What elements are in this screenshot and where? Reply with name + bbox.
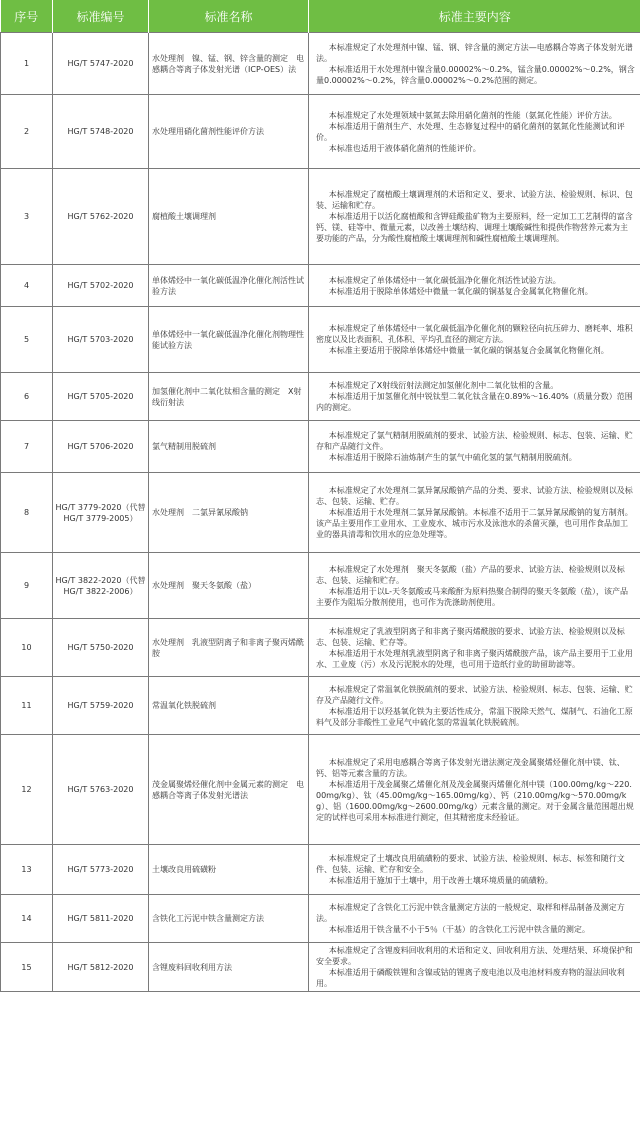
- table-row: [1, 895, 640, 943]
- row-main-content: [309, 553, 640, 619]
- header-standard-code: 标准编号: [53, 0, 149, 33]
- row-standard-name: 水处理剂 二氯异氰尿酸钠: [149, 473, 309, 553]
- row-standard-name: 单体烯烃中一氧化碳低温净化催化剂活性试验方法: [149, 265, 309, 307]
- row-main-content: [309, 169, 640, 265]
- row-standard-name: 水处理剂 镍、锰、钢、锌含量的测定 电感耦合等离子体发射光谱（ICP-OES）法: [149, 33, 309, 95]
- content-paragraph: 本标准规定了土壤改良用硫磺粉的要求、试验方法、检验规则、标志、标签和随行文件、包装、运输、贮存和安全。: [316, 854, 625, 874]
- table-row: [1, 33, 640, 95]
- row-standard-name: 单体烯烃中一氧化碳低温净化催化剂物理性能试验方法: [149, 307, 309, 373]
- content-paragraph: 本标准适用于以活化腐植酸和含钾硅酸盐矿物为主要原料，经一定加工工艺制得的富含钙、镁、硅等中、微量元素，以改善土壤结构、调理土壤酸碱性和提供作物营养元素为主要功能的产品，分为酸性腐植酸土壤调理剂和碱性腐植酸土壤调理剂。: [316, 212, 633, 243]
- content-paragraph: 本标准规定了单体烯烃中一氧化碳低温净化催化剂活性试验方法。: [328, 275, 561, 285]
- row-standard-name: 常温氧化铁脱硫剂: [149, 677, 309, 735]
- row-standard-name: 水处理剂 聚天冬氨酸（盐）: [149, 553, 309, 619]
- content-paragraph: 本标准主要适用于脱除单体烯烃中微量一氧化碳的铜基复合金属氧化物催化剂。: [328, 346, 609, 355]
- content-paragraph: 本标准规定了水处理领域中氨氮去除用硝化菌剂的性能（氨氮化性能）评价方法。: [328, 110, 617, 120]
- row-serial-number: 12: [1, 735, 53, 845]
- content-paragraph: 本标准适用于以L-天冬氨酸或马来酸酐为原料热聚合制得的聚天冬氨酸（盐），该产品主要作为阻垢分散剂使用，也可作为洗涤助剂使用。: [316, 586, 628, 607]
- table-row: [1, 169, 640, 265]
- row-standard-code: HG/T 5759-2020: [53, 677, 149, 735]
- row-standard-code: HG/T 3779-2020（代替HG/T 3779-2005）: [53, 473, 149, 553]
- content-paragraph: 本标准也适用于液体硝化菌剂的性能评价。: [328, 143, 481, 153]
- row-main-content: [309, 677, 640, 735]
- table-row: [1, 473, 640, 553]
- content-paragraph: 本标准规定了水处理剂中镍、锰、钢、锌含量的测定方法—电感耦合等离子体发射光谱法。: [316, 42, 633, 63]
- content-paragraph: 本标准适用于水处理剂二氯异氰尿酸钠。本标准不适用于二氯异氰尿酸钠的复方制剂。该产品主要用作工业用水、工业废水、城市污水及泳池水的杀菌灭藻，也可用作食品加工业的器具清毒和饮用水的应急处理等。: [316, 508, 633, 539]
- content-paragraph: 本标准适用于铁含量不小于5％（干基）的含铁化工污泥中铁含量的测定。: [328, 925, 590, 934]
- content-paragraph: 本标准规定了X射线衍射法测定加氢催化剂中二氧化钛相的含量。: [328, 381, 559, 390]
- row-serial-number: 3: [1, 169, 53, 265]
- content-paragraph: 本标准适用于施加于土壤中，用于改善土壤环境质量的硫磺粉。: [328, 876, 553, 885]
- row-standard-code: HG/T 5762-2020: [53, 169, 149, 265]
- row-serial-number: 13: [1, 845, 53, 895]
- row-serial-number: 9: [1, 553, 53, 619]
- content-paragraph: 本标准规定了含锂废料回收利用的术语和定义、回收利用方法、处理结果、环境保护和安全要求。: [316, 946, 633, 966]
- content-paragraph: 本标准规定了含铁化工污泥中铁含量测定方法的一般规定、取样和样品制备及测定方法。: [316, 903, 625, 923]
- row-main-content: [309, 95, 640, 169]
- row-standard-code: HG/T 5763-2020: [53, 735, 149, 845]
- content-paragraph: 本标准规定了氯气精制用脱硫剂的要求、试验方法、检验规则、标志、包装、运输、贮存和产品随行文件。: [316, 431, 633, 451]
- table-header-row: [1, 0, 640, 33]
- row-standard-name: 腐植酸土壤调理剂: [149, 169, 309, 265]
- content-paragraph: 本标准规定了采用电感耦合等离子体发射光谱法测定茂金属聚烯烃催化剂中镁、钛、钙、铝等元素含量的方法。: [316, 757, 625, 778]
- content-paragraph: 本标准适用于水处理剂中镍含量0.00002%～0.2%，锰含量0.00002%～0.2%，钢含量0.00002%～0.2%，锌含量0.00002%～0.2%范围的测定。: [316, 64, 635, 85]
- row-standard-name: 氯气精制用脱硫剂: [149, 421, 309, 473]
- content-paragraph: 本标准规定了水处理剂 聚天冬氨酸（盐）产品的要求、试验方法、检验规则以及标志、包装、运输和贮存。: [316, 564, 625, 585]
- table-row: [1, 845, 640, 895]
- table-body: [1, 33, 640, 992]
- row-serial-number: 14: [1, 895, 53, 943]
- content-paragraph: 本标准规定了水处理剂二氯异氰尿酸钠产品的分类、要求、试验方法、检验规则以及标志、包装、运输、贮存。: [316, 486, 633, 506]
- content-paragraph: 本标准规定了乳液型阴离子和非离子聚丙烯酰胺的要求、试验方法、检验规则以及标志、包装、运输、贮存等。: [316, 626, 625, 647]
- table-row: [1, 307, 640, 373]
- row-main-content: [309, 307, 640, 373]
- row-main-content: [309, 619, 640, 677]
- table-row: [1, 553, 640, 619]
- row-serial-number: 6: [1, 373, 53, 421]
- table-row: [1, 619, 640, 677]
- content-paragraph: 本标准适用于菌剂生产、水处理、生态修复过程中的硝化菌剂的氨氮化性能测试和评价。: [316, 121, 625, 142]
- row-serial-number: 15: [1, 943, 53, 992]
- table-row: [1, 735, 640, 845]
- content-paragraph: 本标准适用于水处理剂乳液型阴离子和非离子聚丙烯酰胺产品，该产品主要用于工业用水、工业废（污）水及污泥脱水的处理，也可用于造纸行业的助留助滤等。: [316, 648, 633, 669]
- row-serial-number: 7: [1, 421, 53, 473]
- content-paragraph: 本标准规定了腐植酸土壤调理剂的术语和定义、要求、试验方法、检验规则、标识、包装、运输和贮存。: [316, 190, 633, 210]
- table-row: [1, 95, 640, 169]
- row-serial-number: 8: [1, 473, 53, 553]
- table-row: [1, 943, 640, 992]
- table-row: [1, 421, 640, 473]
- row-standard-code: HG/T 5811-2020: [53, 895, 149, 943]
- row-standard-name: 土壤改良用硫磺粉: [149, 845, 309, 895]
- content-paragraph: 本标准适用于以羟基氧化铁为主要活性成分，常温下脱除天然气、煤制气、石油化工原料气及部分非酸性工业尾气中硫化氢的常温氧化铁脱硫剂。: [316, 706, 633, 727]
- row-standard-code: HG/T 5812-2020: [53, 943, 149, 992]
- content-paragraph: 本标准适用于脱除单体烯烃中微量一氧化碳的铜基复合金属氧化物催化剂。: [328, 286, 593, 296]
- content-paragraph: 本标准适用于加氢催化剂中锐钛型二氧化钛含量在0.89%～16.40%（质量分数）范围内的测定。: [316, 392, 633, 412]
- row-main-content: [309, 421, 640, 473]
- row-main-content: [309, 373, 640, 421]
- row-standard-code: HG/T 5705-2020: [53, 373, 149, 421]
- header-main-content: 标准主要内容: [309, 0, 640, 33]
- row-main-content: [309, 33, 640, 95]
- row-main-content: [309, 473, 640, 553]
- row-serial-number: 10: [1, 619, 53, 677]
- content-paragraph: 本标准规定了常温氧化铁脱硫剂的要求、试验方法、检验规则、标志、包装、运输、贮存及产品随行文件。: [316, 684, 633, 705]
- row-standard-code: HG/T 5748-2020: [53, 95, 149, 169]
- row-serial-number: 4: [1, 265, 53, 307]
- row-serial-number: 11: [1, 677, 53, 735]
- row-standard-name: 茂金属聚烯烃催化剂中金属元素的测定 电感耦合等离子体发射光谱法: [149, 735, 309, 845]
- row-standard-name: 加氢催化剂中二氧化钛相含量的测定 X射线衍射法: [149, 373, 309, 421]
- row-standard-code: HG/T 3822-2020（代替HG/T 3822-2006）: [53, 553, 149, 619]
- header-serial-number: 序号: [1, 0, 53, 33]
- row-standard-code: HG/T 5706-2020: [53, 421, 149, 473]
- row-standard-name: 含锂废料回收利用方法: [149, 943, 309, 992]
- row-standard-code: HG/T 5773-2020: [53, 845, 149, 895]
- row-standard-code: HG/T 5750-2020: [53, 619, 149, 677]
- row-standard-name: 水处理剂 乳液型阴离子和非离子聚丙烯酰胺: [149, 619, 309, 677]
- row-serial-number: 1: [1, 33, 53, 95]
- content-paragraph: 本标准适用于茂金属聚乙烯催化剂及茂金属聚丙烯催化剂中镁（100.00mg/kg～220.00mg/kg）、钛（45.00mg/kg～165.00mg/kg）、钙（210.00mg/kg～570.00mg/kg）、铝（1600.00mg/kg～2600.00mg/kg）元素含量的测定。对于金属含量范围超出规定的试样也可采用本标准进行测定，但其精密度未经验证。: [316, 779, 634, 822]
- header-standard-name: 标准名称: [149, 0, 309, 33]
- row-standard-name: 水处理用硝化菌剂性能评价方法: [149, 95, 309, 169]
- row-main-content: [309, 845, 640, 895]
- content-paragraph: 本标准适用于磷酸铁锂和含镍或钴的锂离子废电池以及电池材料废弃物的湿法回收利用。: [316, 968, 625, 988]
- row-standard-code: HG/T 5747-2020: [53, 33, 149, 95]
- content-paragraph: 本标准规定了单体烯烃中一氧化碳低温净化催化剂的颗粒径向抗压碎力、磨耗率、堆积密度以及比表面积、孔体积、平均孔直径的测定方法。: [316, 324, 633, 344]
- row-standard-code: HG/T 5703-2020: [53, 307, 149, 373]
- row-main-content: [309, 943, 640, 992]
- row-standard-code: HG/T 5702-2020: [53, 265, 149, 307]
- table-row: [1, 373, 640, 421]
- row-main-content: [309, 735, 640, 845]
- row-standard-name: 含铁化工污泥中铁含量测定方法: [149, 895, 309, 943]
- table-row: [1, 677, 640, 735]
- content-paragraph: 本标准适用于脱除石油炼制产生的氯气中硫化氢的氯气精制用脱硫剂。: [328, 453, 577, 462]
- row-main-content: [309, 895, 640, 943]
- table-row: [1, 265, 640, 307]
- row-serial-number: 2: [1, 95, 53, 169]
- row-serial-number: 5: [1, 307, 53, 373]
- row-main-content: [309, 265, 640, 307]
